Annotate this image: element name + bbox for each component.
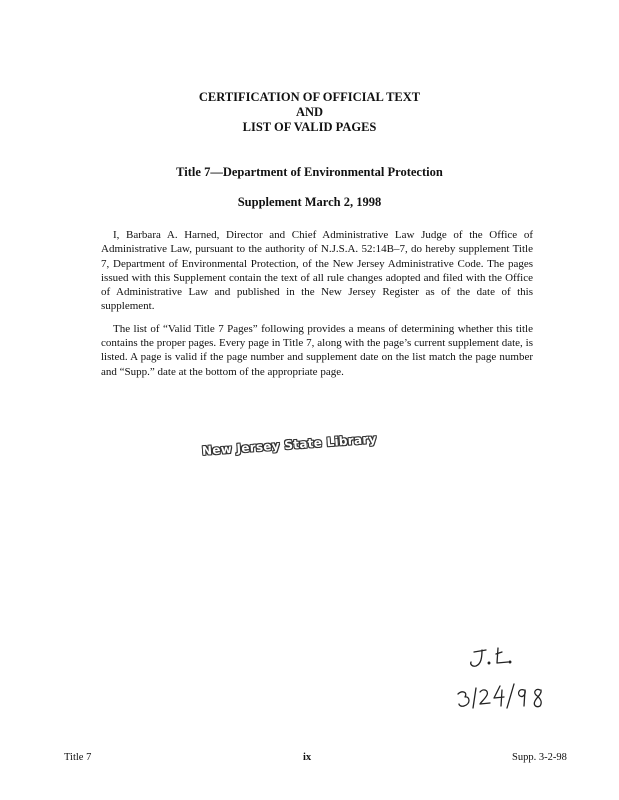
heading-line-1: CERTIFICATION OF OFFICIAL TEXT — [198, 90, 421, 104]
handwritten-initials-and-date — [452, 636, 562, 716]
footer-title: Title 7 — [64, 752, 92, 763]
heading-line-2: AND — [295, 105, 324, 119]
body-text — [101, 228, 533, 387]
title-heading: Title 7—Department of Environmental Protection — [176, 165, 443, 179]
paragraph-certification: I, Barbara A. Harned, Director and Chief Administrative Law Judge of the Office of Administrative Law, pursuant to the authority of N.J.S.A. 52:14B–7, do hereby supplement Title 7, Department of Environmental Protection, of the New Jersey Administrative Code. The pages issued with this Supplement contain the text of all rule changes adopted and filed with the Office of Administrative Law and published in the New Jersey Register as of the date of this supplement. — [101, 229, 533, 313]
certification-heading — [0, 90, 619, 135]
footer-page-number: ix — [303, 752, 312, 763]
heading-line-3: LIST OF VALID PAGES — [242, 120, 377, 134]
supplement-heading: Supplement March 2, 1998 — [237, 195, 382, 209]
footer-supplement-date: Supp. 3-2-98 — [512, 752, 567, 763]
paragraph-valid-pages: The list of “Valid Title 7 Pages” following provides a means of determining whether this title contains the proper pages. Every page in Title 7, along with the page’s current supplement date, is listed. A page is valid if the page number and supplement date on the list match the page number and “Supp.” date at the bottom of the appropriate page. — [101, 322, 533, 378]
library-stamp: New Jersey State Library — [201, 431, 378, 458]
